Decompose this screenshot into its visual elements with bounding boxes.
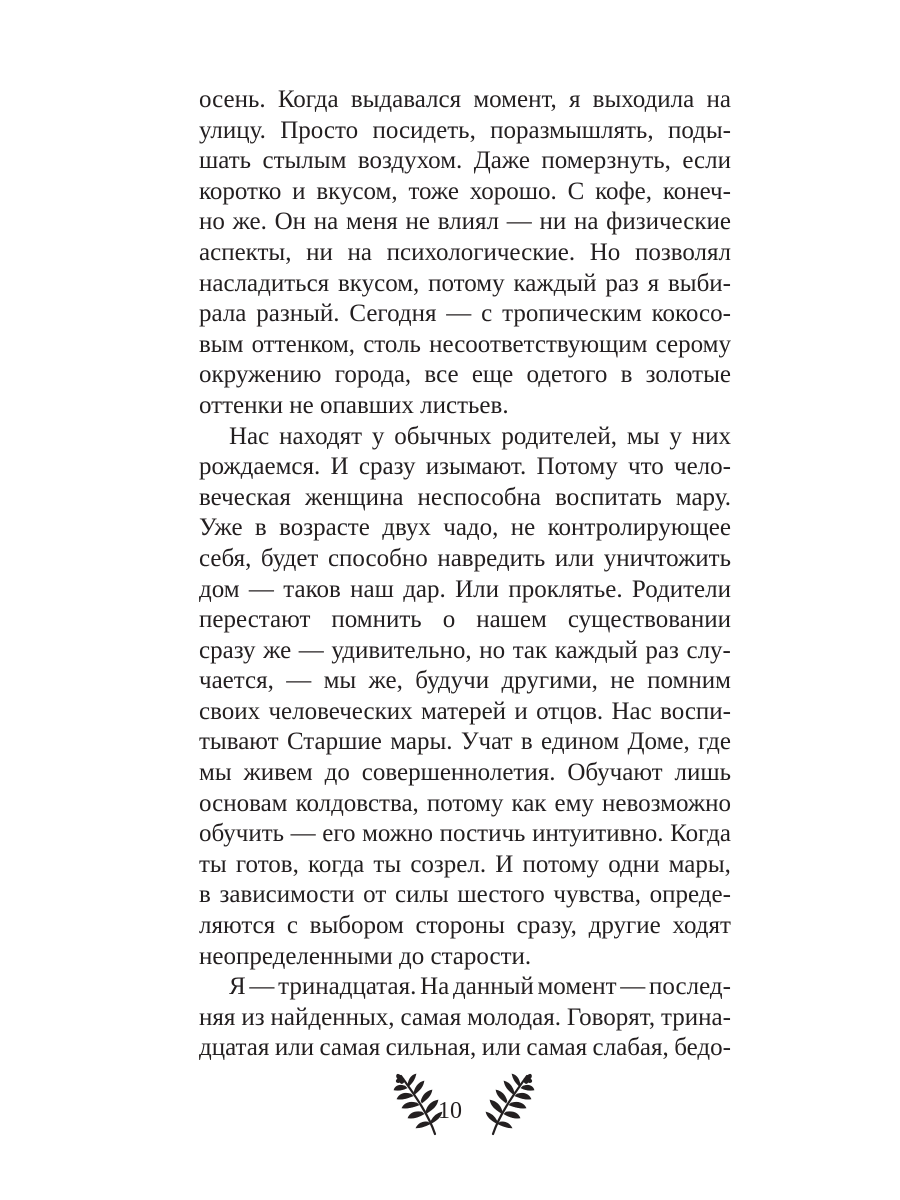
text-line: дцатая или самая сильная, или самая слабая, бедо- xyxy=(199,1034,731,1062)
text-line: сразу же — удивительно, но так каждый раз слу- xyxy=(199,636,731,664)
body-text xyxy=(199,85,731,1064)
text-line: оттенки не опавших листьев. xyxy=(199,391,509,419)
floral-sprig-icon xyxy=(483,1070,535,1136)
text-line: аспекты, ни на психологические. Но позволял xyxy=(199,238,731,266)
text-line: дом — таков наш дар. Или проклятье. Родители xyxy=(199,575,731,603)
text-line: осень. Когда выдавался момент, я выходила на xyxy=(199,86,731,113)
text-line: своих человеческих матерей и отцов. Нас воспи- xyxy=(199,697,731,725)
page-footer xyxy=(0,1070,900,1140)
text-line: перестают помнить о нашем существовании xyxy=(199,606,731,634)
text-line: основам колдовства, потому как ему невозможно xyxy=(199,789,731,817)
text-line: улицу. Просто посидеть, поразмышлять, поды- xyxy=(199,116,731,144)
text-line: неопределенными до старости. xyxy=(199,942,532,970)
text-line: ты готов, когда ты созрел. И потому одни мары, xyxy=(199,850,731,878)
text-line: обучить — его можно постичь интуитивно. Когда xyxy=(199,820,731,848)
text-line: окружению города, все еще одетого в золотые xyxy=(199,361,731,389)
page-number: 10 xyxy=(438,1098,462,1124)
text-line: ляются с выбором стороны сразу, другие ходят xyxy=(199,912,731,940)
text-line: Уже в возрасте двух чадо, не контролирующее xyxy=(199,514,731,542)
text-line: рала разный. Сегодня — с тропическим кокосо- xyxy=(199,300,731,328)
text-line: но же. Он на меня не влиял — ни на физические xyxy=(199,208,731,236)
text-line: рождаемся. И сразу изымают. Потому что чело- xyxy=(199,453,731,481)
text-line: Я — тринадцатая. На данный момент — послед- xyxy=(229,973,731,1001)
text-line: чается, — мы же, будучи другими, не помним xyxy=(199,667,731,695)
text-line: коротко и вкусом, тоже хорошо. С кофе, конеч- xyxy=(199,177,731,205)
text-line: насладиться вкусом, потому каждый раз я выби- xyxy=(199,269,731,297)
text-line: тывают Старшие мары. Учат в едином Доме, где xyxy=(199,728,731,756)
text-line: няя из найденных, самая молодая. Говорят, трина- xyxy=(199,1003,731,1031)
text-line: вым оттенком, столь несоответствующим серому xyxy=(199,330,731,358)
text-line: веческая женщина неспособна воспитать мару. xyxy=(199,483,731,511)
text-line: мы живем до совершеннолетия. Обучают лишь xyxy=(199,759,731,787)
text-line: шать стылым воздухом. Даже померзнуть, если xyxy=(199,147,731,175)
text-line: себя, будет способно навредить или уничтожить xyxy=(199,544,731,572)
text-line: в зависимости от силы шестого чувства, опреде- xyxy=(199,881,731,909)
text-line: Нас находят у обычных родителей, мы у них xyxy=(229,422,731,450)
